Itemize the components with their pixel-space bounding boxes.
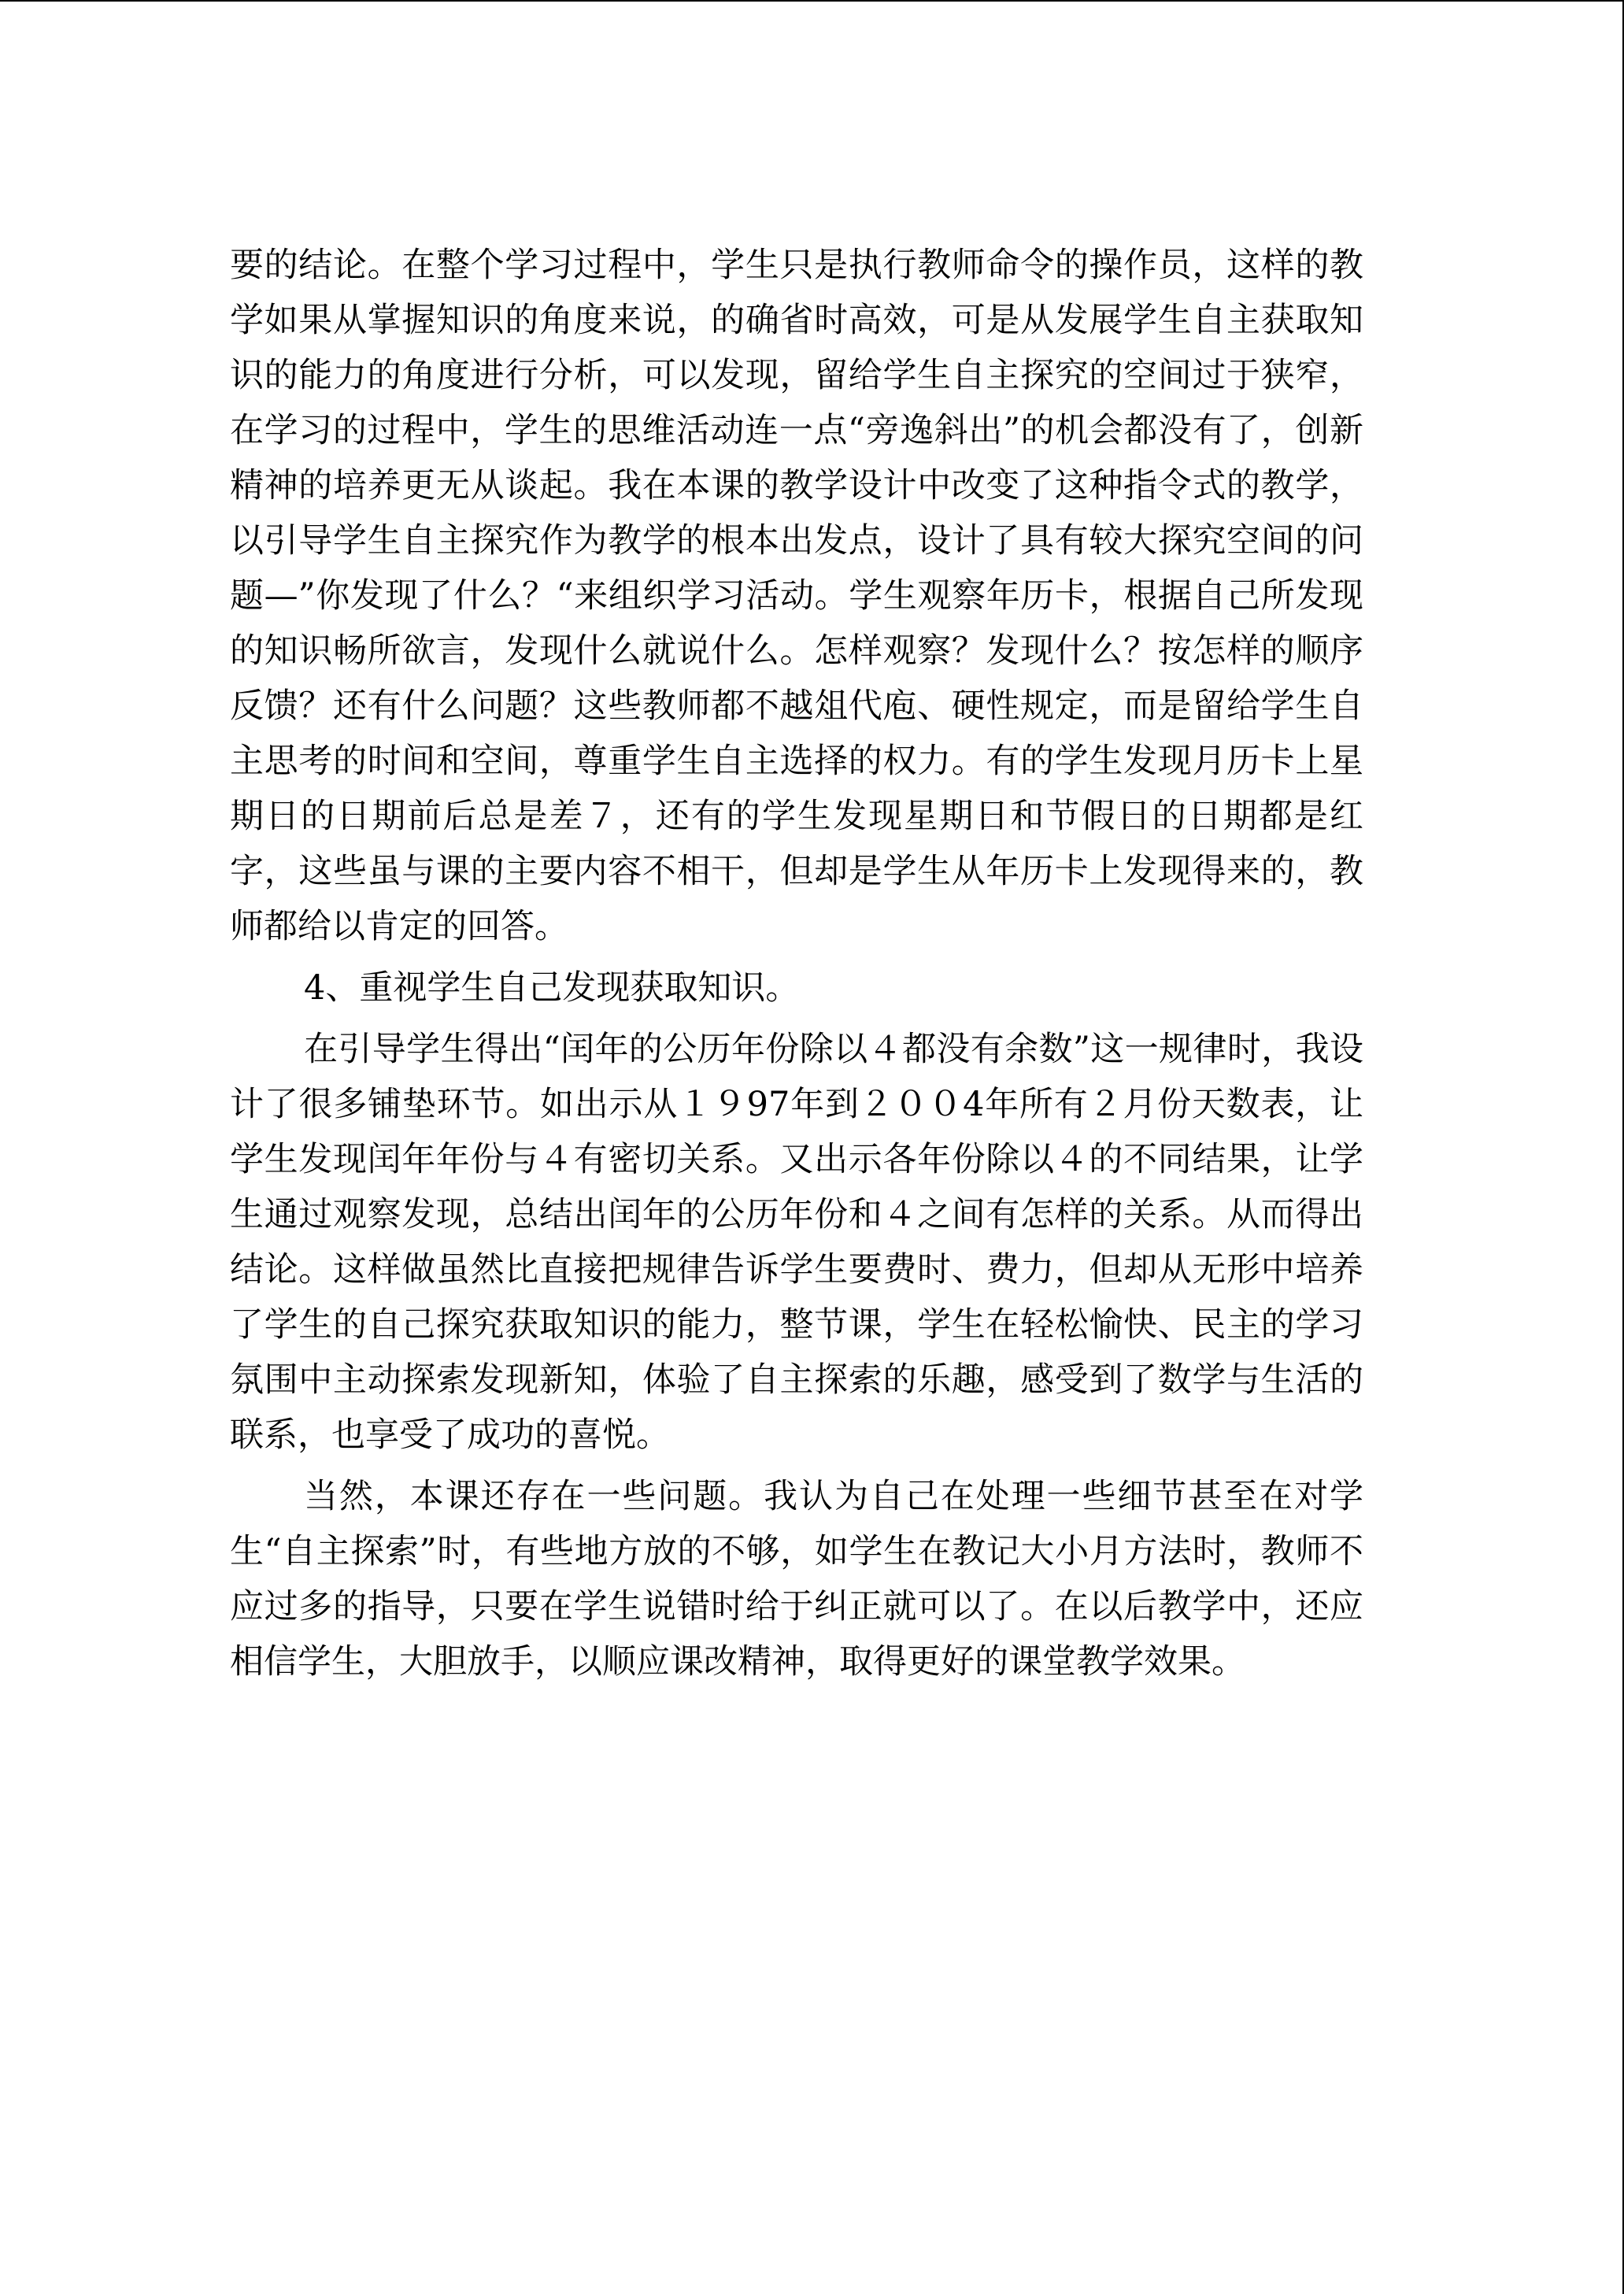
paragraph-reflection: 当然，本课还存在一些问题。我认为自己在处理一些细节甚至在对学生“自主探索”时，有些地方放的不够，如学生在教记大小月方法时，教师不应过多的指导，只要在学生说错时给于纠正就可以了。在以后教学中，还应相信学生，大胆放手，以顺应课改精神，取得更好的课堂教学效果。 xyxy=(230,1477,1363,1682)
paragraph-leap-year: 在引导学生得出“闰年的公历年份除以４都没有余数”这一规律时，我设计了很多铺垫环节。如出示从１９97年到２００4年所有２月份天数表，让学生发现闰年年份与４有密切关系。又出示各年份除以４的不同结果，让学生通过观察发现，总结出闰年的公历年份和４之间有怎样的关系。从而得出结论。这样做虽然比直接把规律告诉学生要费时、费力，但却从无形中培养了学生的自己探究获取知识的能力，整节课，学生在轻松愉快、民主的学习氛围中主动探索发现新知，体验了自主探索的乐趣，感受到了数学与生活的联系，也享受了成功的喜悦。 xyxy=(230,1030,1363,1455)
paragraph-continued: 要的结论。在整个学习过程中，学生只是执行教师命令的操作员，这样的教学如果从掌握知识的角度来说，的确省时高效，可是从发展学生自主获取知识的能力的角度进行分析，可以发现，留给学生自主探究的空间过于狭窄，在学习的过程中，学生的思维活动连一点“旁逸斜出”的机会都没有了，创新精神的培养更无从谈起。我在本课的教学设计中改变了这种指令式的教学，以引导学生自主探究作为教学的根本出发点，设计了具有较大探究空间的问题—”你发现了什么？“来组织学习活动。学生观察年历卡，根据自己所发现的知识畅所欲言，发现什么就说什么。怎样观察？发现什么？按怎样的顺序反馈？还有什么问题？这些教师都不越俎代庖、硬性规定，而是留给学生自主思考的时间和空间，尊重学生自主选择的权力。有的学生发现月历卡上星期日的日期前后总是差７，还有的学生发现星期日和节假日的日期都是红字，这些虽与课的主要内容不相干，但却是学生从年历卡上发现得来的，教师都给以肯定的回答。 xyxy=(230,246,1363,946)
page-border-top xyxy=(0,0,1624,2)
document-body xyxy=(230,238,1363,1696)
paragraph-heading-4: 4、重视学生自己发现获取知识。 xyxy=(304,968,800,1008)
